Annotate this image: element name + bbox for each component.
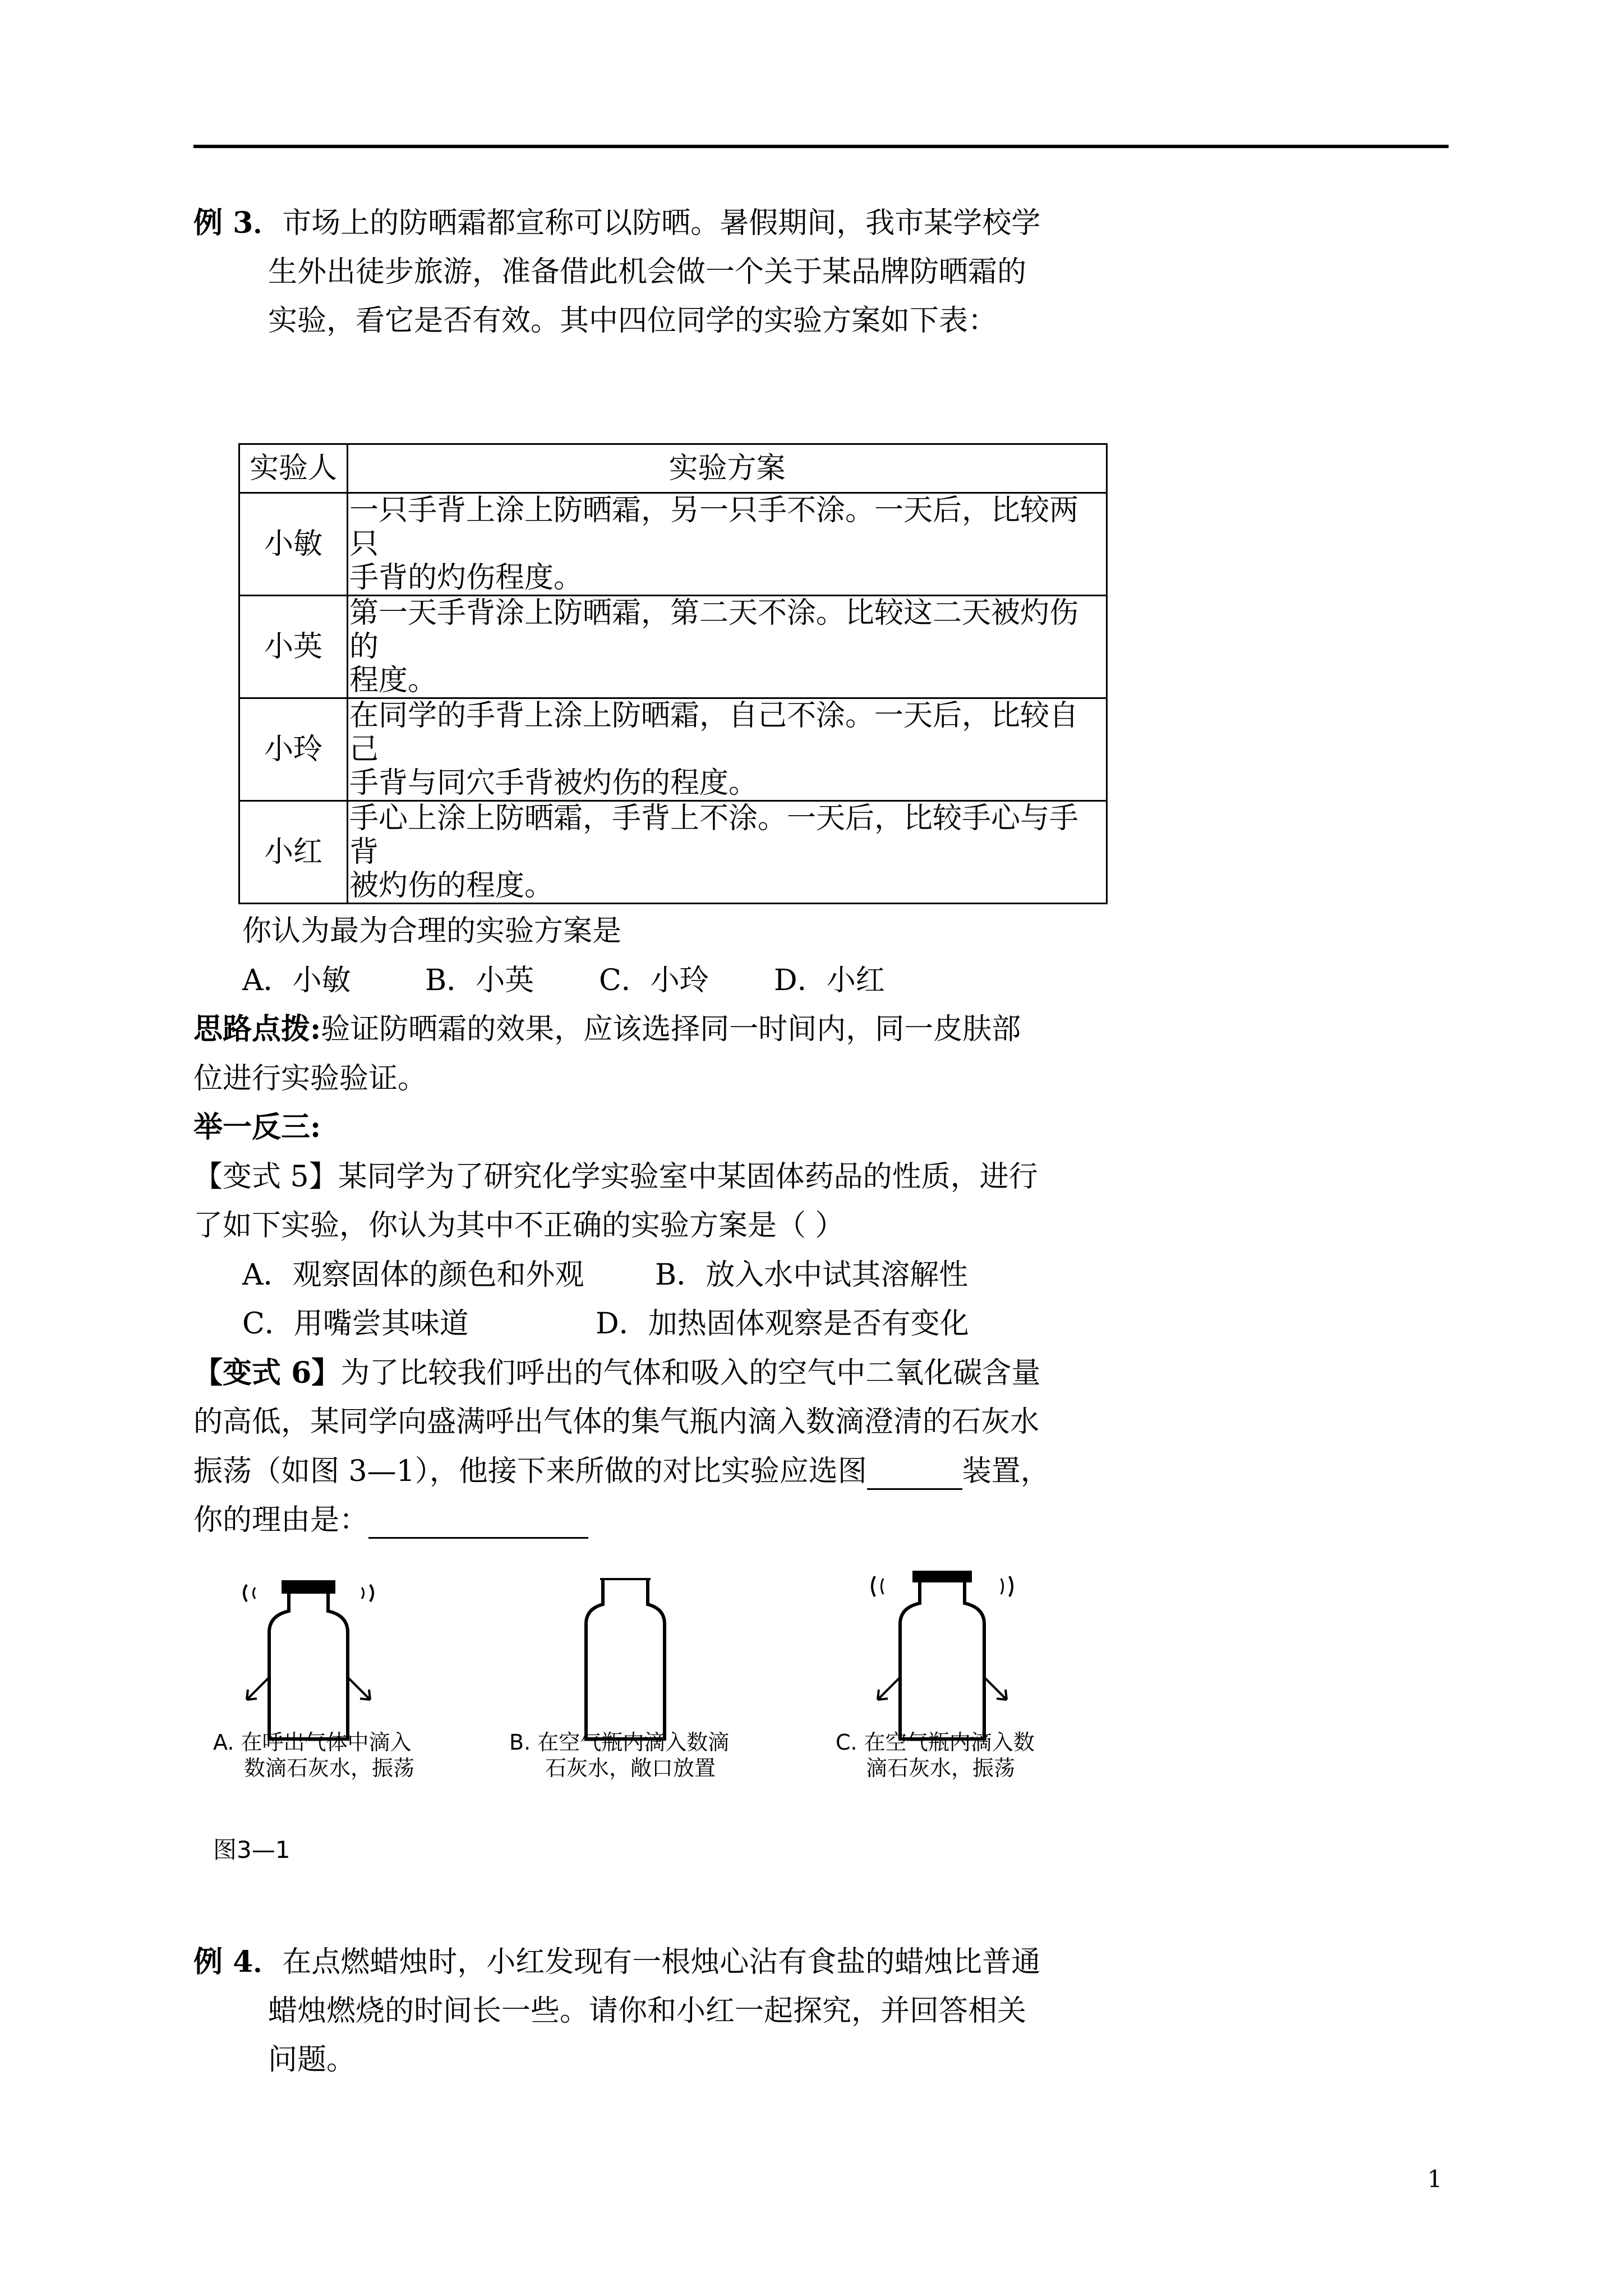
row-plan (348, 493, 1107, 596)
option-c: C．小玲 (599, 964, 709, 997)
table-row (239, 493, 1107, 596)
question-text: 你认为最为合理的实验方案是 (242, 914, 622, 948)
plan-line: 一只手背上涂上防晒霜，另一只手不涂。一天后，比较两只 (349, 494, 1079, 561)
variant5-text1: 某同学为了研究化学实验室中某固体药品的性质，进行 (338, 1160, 1038, 1194)
example4-label: 例 4． (193, 1945, 283, 1979)
practice-heading: 举一反三: (193, 1110, 321, 1144)
plan-line: 程度。 (349, 664, 437, 697)
table-row (239, 596, 1107, 698)
row-person: 小玲 (239, 698, 348, 801)
example4-line3: 问题。 (268, 2043, 356, 2077)
example3-line3: 实验，看它是否有效。其中四位同学的实验方案如下表： (268, 304, 998, 338)
caption-c-line1: C. 在空气瓶内滴入数 (836, 1730, 1035, 1755)
row-person: 小红 (239, 801, 348, 904)
variant6-text4: 你的理由是： (193, 1503, 369, 1537)
caption-c-line2: 滴石灰水，振荡 (866, 1756, 1016, 1780)
figure-label: 图3—1 (213, 1836, 291, 1864)
variant6-label: 【变式 6】 (193, 1356, 341, 1390)
caption-a-line2: 数滴石灰水，振荡 (244, 1756, 415, 1780)
header-plan: 实验方案 (348, 444, 1107, 493)
example3-line1 (193, 206, 1040, 240)
row-plan (348, 801, 1107, 904)
variant6-line3 (193, 1455, 1050, 1490)
row-person: 小英 (239, 596, 348, 698)
variant5-line1 (193, 1160, 1038, 1194)
plan-line: 手背的灼伤程度。 (349, 561, 583, 595)
caption-b-line1: B. 在空气瓶内滴入数滴 (509, 1730, 730, 1755)
option-b: B．小英 (425, 964, 534, 997)
example4-line1 (193, 1945, 1040, 1979)
hint-line1 (193, 1013, 1021, 1046)
variant5-option-a: A．观察固体的颜色和外观 (242, 1258, 584, 1292)
variant6-text3a: 振荡（如图 3—1），他接下来所做的对比实验应选图 (193, 1455, 867, 1488)
table-row (239, 801, 1107, 904)
hint-label: 思路点拨: (193, 1012, 321, 1046)
row-plan (348, 596, 1107, 698)
variant5-line2: 了如下实验，你认为其中不正确的实验方案是（ ） (193, 1209, 845, 1243)
row-person: 小敏 (239, 493, 348, 596)
answer-blank[interactable] (867, 1455, 962, 1490)
caption-a-line1: A. 在呼出气体中滴入 (213, 1730, 412, 1755)
row-plan (348, 698, 1107, 801)
variant6-text1: 为了比较我们呼出的气体和吸入的空气中二氧化碳含量 (340, 1356, 1041, 1390)
plan-line: 手心上涂上防晒霜，手背上不涂。一天后，比较手心与手背 (349, 802, 1079, 869)
hint-text1: 验证防晒霜的效果，应该选择同一时间内，同一皮肤部 (321, 1013, 1021, 1046)
caption-b-line2: 石灰水，敞口放置 (545, 1756, 716, 1780)
experiment-plan-table (238, 443, 1108, 904)
table-row (239, 698, 1107, 801)
reason-blank[interactable] (368, 1503, 588, 1539)
variant6-line1 (193, 1356, 1040, 1390)
header-person: 实验人 (239, 444, 348, 493)
variant5-option-d: D．加热固体观察是否有变化 (596, 1307, 969, 1341)
variant6-line4 (193, 1503, 588, 1539)
variant5-option-b: B．放入水中试其溶解性 (655, 1258, 969, 1292)
example3-line2: 生外出徒步旅游，准备借此机会做一个关于某品牌防晒霜的 (268, 255, 1027, 289)
bottle-b-icon (586, 1579, 665, 1739)
variant5-label: 【变式 5】 (193, 1160, 338, 1194)
variant5-option-c: C．用嘴尝其味道 (242, 1307, 469, 1341)
page-number: 1 (1427, 2165, 1442, 2193)
example4-text1: 在点燃蜡烛时，小红发现有一根烛心沾有食盐的蜡烛比普通 (282, 1945, 1041, 1979)
bottle-c-icon (872, 1571, 1012, 1739)
header-rule (193, 145, 1449, 148)
option-d: D．小红 (774, 964, 885, 997)
plan-line: 手背与同穴手背被灼伤的程度。 (349, 766, 758, 800)
variant6-line2: 的高低，某同学向盛满呼出气体的集气瓶内滴入数滴澄清的石灰水 (193, 1405, 1040, 1439)
example4-line2: 蜡烛燃烧的时间长一些。请你和小红一起探究，并回答相关 (268, 1994, 1027, 2028)
example3-text1: 市场上的防晒霜都宣称可以防晒。暑假期间，我市某学校学 (282, 206, 1041, 240)
plan-line: 第一天手背涂上防晒霜，第二天不涂。比较这二天被灼伤的 (349, 596, 1079, 664)
option-a: A．小敏 (242, 964, 351, 997)
variant6-text3b: 装置， (962, 1455, 1050, 1488)
plan-line: 在同学的手背上涂上防晒霜，自己不涂。一天后，比较自己 (349, 699, 1079, 766)
example3-label: 例 3． (193, 206, 283, 240)
plan-line: 被灼伤的程度。 (349, 869, 554, 903)
table-header-row (239, 444, 1107, 493)
hint-line2: 位进行实验验证。 (193, 1062, 427, 1096)
bottle-a-icon (244, 1582, 373, 1739)
